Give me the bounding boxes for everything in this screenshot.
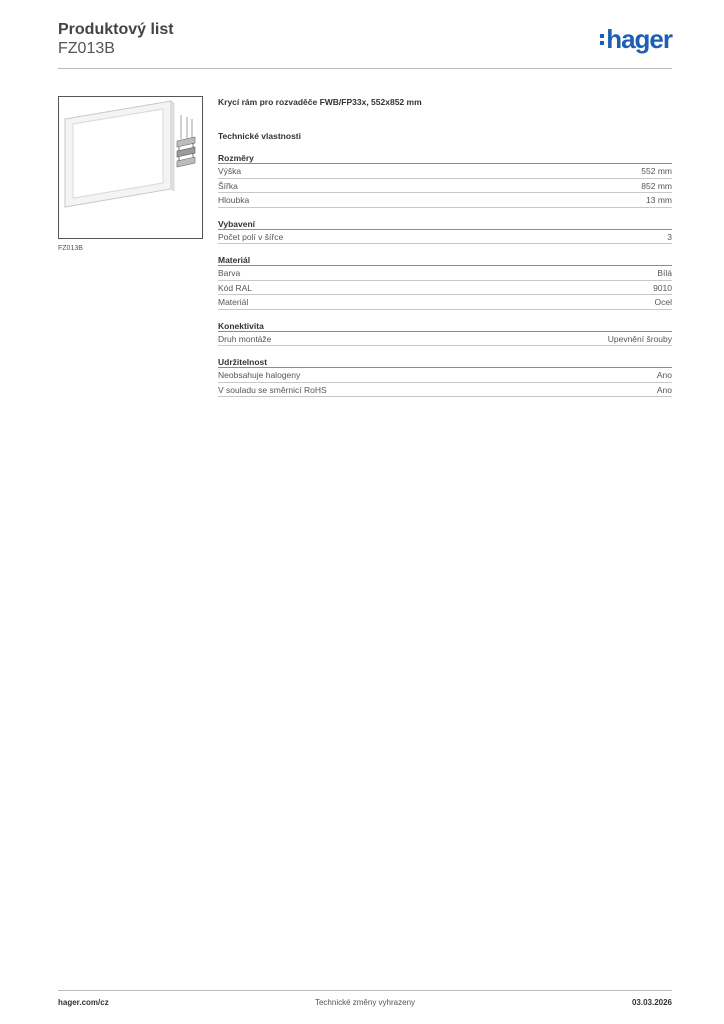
spec-value: 13 mm	[646, 195, 672, 205]
page-header	[58, 20, 672, 70]
footer-date: 03.03.2026	[631, 998, 672, 1007]
spec-row-rohs	[218, 383, 672, 398]
group-title: Konektivita	[218, 320, 672, 332]
spec-value: 552 mm	[641, 166, 672, 176]
logo-dots	[600, 34, 604, 45]
group-sustainability	[218, 356, 672, 397]
section-title-technical: Technické vlastnosti	[218, 131, 301, 141]
spec-value: Bílá	[657, 268, 672, 278]
group-title: Udržitelnost	[218, 356, 672, 368]
page-footer	[58, 998, 672, 1010]
spec-row-color	[218, 266, 672, 281]
spec-label: Barva	[218, 268, 241, 278]
logo-text: hager	[606, 24, 672, 54]
spec-label: Neobsahuje halogeny	[218, 370, 301, 380]
group-material	[218, 254, 672, 310]
spec-value: Ano	[656, 384, 672, 395]
spec-row-depth	[218, 193, 672, 208]
spec-value: 852 mm	[641, 180, 672, 191]
spec-row-mounting	[218, 332, 672, 347]
group-dimensions	[218, 152, 672, 208]
spec-value: 9010	[653, 282, 672, 293]
spec-row-height	[218, 164, 672, 179]
spec-label: V souladu se směrnicí RoHS	[218, 384, 327, 395]
product-details	[218, 96, 672, 397]
spec-value: Ano	[656, 370, 672, 380]
frame-illustration-icon	[59, 97, 202, 238]
hager-logo	[600, 26, 672, 52]
spec-label: Materiál	[218, 297, 249, 307]
spec-label: Druh montáže	[218, 333, 272, 344]
product-image	[58, 96, 203, 239]
spec-value: Ocel	[654, 297, 672, 307]
group-title: Materiál	[218, 254, 672, 266]
spec-label: Výška	[218, 166, 242, 176]
footer-notice: Technické změny vyhrazeny	[314, 998, 416, 1007]
document-title: Produktový list	[58, 21, 174, 38]
spec-row-fields	[218, 230, 672, 245]
group-title: Rozměry	[218, 152, 672, 164]
spec-label: Kód RAL	[218, 282, 253, 293]
footer-divider	[58, 990, 672, 991]
image-caption: FZ013B	[58, 245, 83, 252]
group-equipment	[218, 218, 672, 245]
group-connectivity	[218, 320, 672, 347]
spec-row-ral	[218, 281, 672, 296]
product-description: Krycí rám pro rozvaděče FWB/FP33x, 552x852 mm	[218, 97, 422, 107]
spec-row-material	[218, 295, 672, 310]
spec-label: Počet polí v šířce	[218, 231, 284, 242]
spec-row-width	[218, 179, 672, 194]
spec-value: 3	[667, 231, 672, 242]
spec-row-halogen-free	[218, 368, 672, 383]
footer-website-link[interactable]: hager.com/cz	[58, 998, 109, 1007]
product-code: FZ013B	[58, 40, 115, 57]
group-title: Vybavení	[218, 218, 672, 230]
header-divider	[58, 68, 672, 69]
spec-value: Upevnění šrouby	[607, 333, 672, 344]
spec-label: Hloubka	[218, 195, 250, 205]
spec-label: Šířka	[218, 180, 238, 191]
